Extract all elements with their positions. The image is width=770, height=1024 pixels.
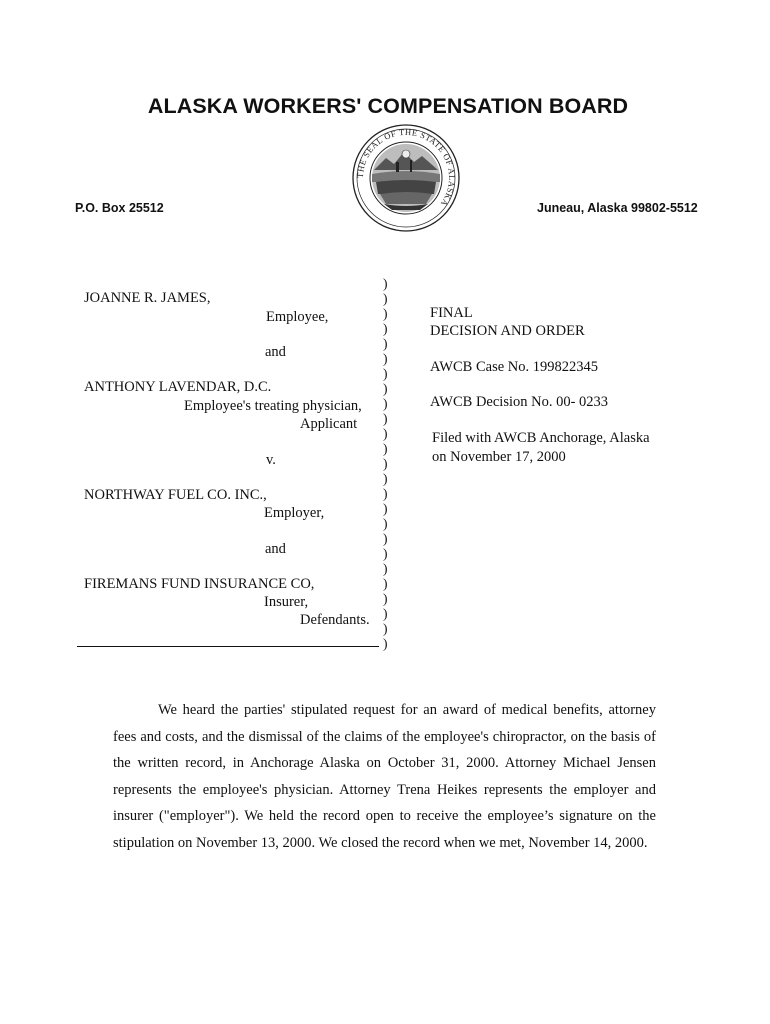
paren-mark: ): [383, 456, 388, 471]
paren-mark: ): [383, 441, 388, 456]
paren-mark: ): [383, 516, 388, 531]
applicant-name: ANTHONY LAVENDAR, D.C.: [84, 379, 272, 395]
svg-text:THE SEAL OF THE STATE OF ALASK: THE SEAL OF THE STATE OF ALASKA: [354, 126, 458, 209]
paren-mark: ): [383, 501, 388, 516]
applicant-label: Applicant: [300, 416, 358, 432]
paren-mark: ): [383, 366, 388, 381]
address-city: Juneau, Alaska 99802-5512: [537, 201, 698, 215]
decision-type-line-1: FINAL: [430, 305, 473, 321]
paren-mark: ): [383, 336, 388, 351]
state-seal-icon: [350, 124, 462, 232]
paren-mark: ): [383, 306, 388, 321]
employee-name: JOANNE R. JAMES,: [84, 290, 211, 306]
paren-mark: ): [383, 606, 388, 621]
paren-mark: ): [383, 351, 388, 366]
caption-underline: [77, 646, 379, 647]
paren-mark: ): [383, 591, 388, 606]
and-connector: and: [265, 344, 286, 360]
insurer-role: Insurer,: [264, 594, 309, 610]
paren-mark: ): [383, 291, 388, 306]
address-po-box: P.O. Box 25512: [75, 201, 164, 215]
filed-location: Filed with AWCB Anchorage, Alaska: [432, 430, 650, 446]
board-title: ALASKA WORKERS' COMPENSATION BOARD: [147, 94, 629, 118]
caption-paren-divider: [383, 276, 393, 651]
paren-mark: ): [383, 561, 388, 576]
paren-mark: ): [383, 411, 388, 426]
paren-mark: ): [383, 546, 388, 561]
body-paragraph: We heard the parties' stipulated request for an award of medical benefits, attorney fees and costs, and the dismissal of the claims of the employee's chiropractor, on the basis of the written record, in Anchorage Alaska on October 31, 2000. Attorney Michael Jensen represents the employee's physician. Attorney Trena Heikes represents the employer and insurer ("employer"). We held the record open to receive the employee’s signature on the stipulation on November 13, 2000. We closed the record when we met, November 14, 2000.: [113, 702, 656, 851]
paren-mark: ): [383, 396, 388, 411]
employer-role: Employer,: [264, 505, 325, 521]
and-connector: and: [265, 541, 286, 557]
paren-mark: ): [383, 621, 388, 636]
paren-mark: ): [383, 381, 388, 396]
case-number: AWCB Case No. 199822345: [430, 359, 598, 375]
filed-date: on November 17, 2000: [432, 449, 566, 465]
paren-mark: ): [383, 531, 388, 546]
decision-type-line-2: DECISION AND ORDER: [430, 323, 585, 339]
applicant-role: Employee's treating physician,: [184, 398, 362, 414]
insurer-name: FIREMANS FUND INSURANCE CO,: [84, 576, 315, 592]
paren-mark: ): [383, 636, 388, 651]
paren-mark: ): [383, 321, 388, 336]
paren-mark: ): [383, 486, 388, 501]
decision-number: AWCB Decision No. 00- 0233: [430, 394, 609, 410]
paren-mark: ): [383, 426, 388, 441]
employer-name: NORTHWAY FUEL CO. INC.,: [84, 487, 267, 503]
paren-mark: ): [383, 276, 388, 291]
paren-mark: ): [383, 576, 388, 591]
versus-label: v.: [266, 452, 276, 468]
employee-role: Employee,: [266, 309, 329, 325]
paren-mark: ): [383, 471, 388, 486]
defendants-label: Defendants.: [300, 612, 370, 628]
